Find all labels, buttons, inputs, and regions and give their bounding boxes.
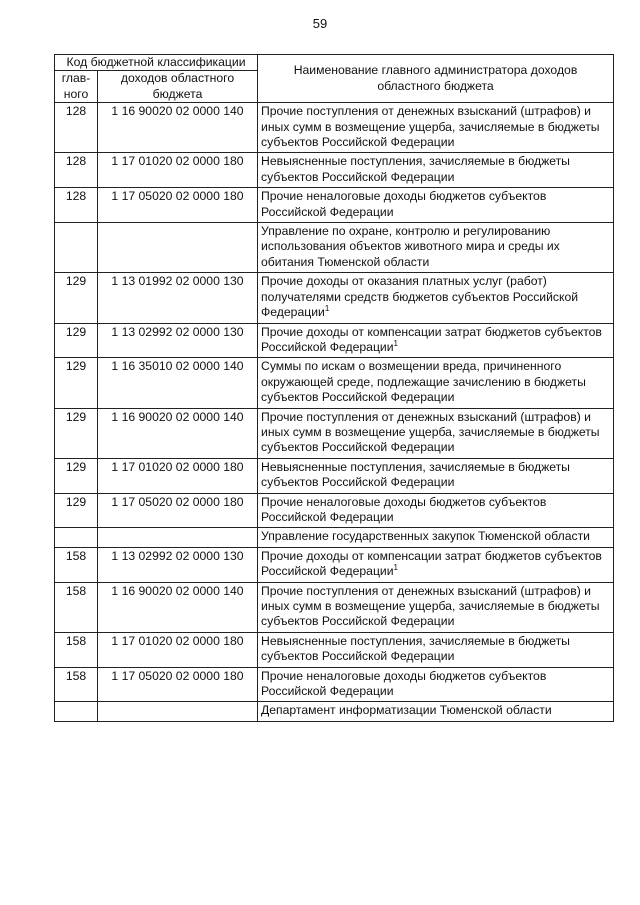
income-name-text: Управление государственных закупок Тюменской области bbox=[261, 529, 590, 544]
footnote-marker: 1 bbox=[324, 304, 330, 314]
income-name-text: Прочие неналоговые доходы бюджетов субъектов Российской Федерации bbox=[261, 494, 547, 524]
footnote-marker: 1 bbox=[393, 338, 398, 348]
admin-code-cell: 129 bbox=[55, 408, 98, 458]
table-row bbox=[55, 582, 614, 632]
income-code-cell: 1 17 01020 02 0000 180 bbox=[98, 153, 258, 188]
table-row bbox=[55, 667, 614, 702]
income-code-cell: 1 17 01020 02 0000 180 bbox=[98, 458, 258, 493]
admin-code-cell: 128 bbox=[55, 153, 98, 188]
income-code-cell: 1 17 05020 02 0000 180 bbox=[98, 667, 258, 702]
income-name-cell bbox=[258, 358, 614, 408]
income-name-cell bbox=[258, 323, 614, 358]
income-name-cell bbox=[258, 582, 614, 632]
income-name-text: Прочие поступления от денежных взысканий (штрафов) и иных сумм в возмещение ущерба, зачисляемые в бюджеты субъектов Российской Федерации bbox=[261, 104, 600, 150]
income-name-text: Департамент информатизации Тюменской области bbox=[261, 703, 552, 718]
admin-code-cell: 128 bbox=[55, 103, 98, 153]
footnote-marker: 1 bbox=[393, 563, 398, 573]
income-name-cell bbox=[258, 547, 614, 582]
income-name-text: Невыясненные поступления, зачисляемые в бюджеты субъектов Российской Федерации bbox=[261, 633, 570, 664]
admin-code-cell: 129 bbox=[55, 273, 98, 323]
income-name-cell bbox=[258, 188, 614, 223]
admin-code-cell: 158 bbox=[55, 582, 98, 632]
income-code-cell bbox=[98, 528, 258, 547]
admin-code-cell: 158 bbox=[55, 632, 98, 667]
administrator-name-cell bbox=[258, 702, 614, 721]
admin-code-cell: 158 bbox=[55, 667, 98, 702]
income-name-cell bbox=[258, 632, 614, 667]
income-code-cell: 1 16 35010 02 0000 140 bbox=[98, 358, 258, 408]
admin-code-cell: 158 bbox=[55, 547, 98, 582]
admin-code-cell: 129 bbox=[55, 358, 98, 408]
income-name-text: Прочие неналоговые доходы бюджетов субъектов Российской Федерации bbox=[261, 189, 547, 219]
income-name-cell bbox=[258, 103, 614, 153]
income-name-cell bbox=[258, 493, 614, 528]
header-group-code: Код бюджетной классификации bbox=[55, 55, 258, 71]
income-name-cell bbox=[258, 667, 614, 702]
income-name-text: Прочие доходы от компенсации затрат бюджетов субъектов Российской Федерации bbox=[261, 548, 602, 579]
income-code-cell: 1 16 90020 02 0000 140 bbox=[98, 582, 258, 632]
table-row bbox=[55, 273, 614, 323]
income-code-cell: 1 17 05020 02 0000 180 bbox=[98, 188, 258, 223]
income-code-cell: 1 17 01020 02 0000 180 bbox=[98, 632, 258, 667]
income-name-text: Прочие поступления от денежных взысканий (штрафов) и иных сумм в возмещение ущерба, зачисляемые в бюджеты субъектов Российской Федерации bbox=[261, 409, 600, 455]
income-name-text: Прочие доходы от компенсации затрат бюджетов субъектов Российской Федерации bbox=[261, 324, 602, 354]
page-number: 59 bbox=[312, 16, 328, 31]
income-code-cell: 1 17 05020 02 0000 180 bbox=[98, 493, 258, 528]
income-name-cell bbox=[258, 273, 614, 323]
income-code-cell bbox=[98, 702, 258, 721]
income-name-text: Управление по охране, контролю и регулированию использования объектов животного мира и среды их обитания Тюменской области bbox=[261, 224, 560, 269]
income-name-text: Прочие неналоговые доходы бюджетов субъектов Российской Федерации bbox=[261, 668, 547, 699]
admin-code-cell bbox=[55, 528, 98, 547]
income-name-cell bbox=[258, 153, 614, 188]
table-row bbox=[55, 547, 614, 582]
table-row bbox=[55, 632, 614, 667]
administrator-name-cell bbox=[258, 528, 614, 547]
budget-classification-table bbox=[54, 54, 614, 722]
income-code-cell: 1 13 01992 02 0000 130 bbox=[98, 273, 258, 323]
income-name-text: Невыясненные поступления, зачисляемые в бюджеты субъектов Российской Федерации bbox=[261, 154, 570, 184]
header-admin-name: Наименование главного администратора доходов областного бюджета bbox=[258, 55, 614, 103]
admin-code-cell: 129 bbox=[55, 323, 98, 358]
table-row bbox=[55, 358, 614, 408]
income-name-cell bbox=[258, 408, 614, 458]
table-body bbox=[55, 103, 614, 722]
income-name-text: Невыясненные поступления, зачисляемые в бюджеты субъектов Российской Федерации bbox=[261, 459, 570, 490]
admin-header-row bbox=[55, 702, 614, 721]
income-code-cell: 1 16 90020 02 0000 140 bbox=[98, 103, 258, 153]
admin-code-cell bbox=[55, 223, 98, 273]
income-name-cell bbox=[258, 458, 614, 493]
table-row bbox=[55, 493, 614, 528]
admin-code-cell: 129 bbox=[55, 493, 98, 528]
header-admin-code: глав-ного bbox=[55, 71, 98, 103]
income-code-cell bbox=[98, 223, 258, 273]
admin-code-cell: 128 bbox=[55, 188, 98, 223]
header-income-code: доходов областного бюджета bbox=[98, 71, 258, 103]
table-row bbox=[55, 408, 614, 458]
table-row bbox=[55, 153, 614, 188]
income-code-cell: 1 13 02992 02 0000 130 bbox=[98, 323, 258, 358]
income-name-text: Прочие поступления от денежных взысканий (штрафов) и иных сумм в возмещение ущерба, зачисляемые в бюджеты субъектов Российской Федерации bbox=[261, 583, 600, 629]
income-code-cell: 1 16 90020 02 0000 140 bbox=[98, 408, 258, 458]
table-row bbox=[55, 458, 614, 493]
income-code-cell: 1 13 02992 02 0000 130 bbox=[98, 547, 258, 582]
admin-header-row bbox=[55, 528, 614, 547]
income-name-text: Прочие доходы от оказания платных услуг (работ) получателями средств бюджетов субъектов Российской Федерации bbox=[261, 274, 579, 320]
table-row bbox=[55, 323, 614, 358]
income-name-text: Суммы по искам о возмещении вреда, причиненного окружающей среде, подлежащие зачислению в бюджеты субъектов Российской Федерации bbox=[261, 359, 586, 405]
table-row bbox=[55, 103, 614, 153]
table-row bbox=[55, 188, 614, 223]
admin-code-cell: 129 bbox=[55, 458, 98, 493]
admin-code-cell bbox=[55, 702, 98, 721]
administrator-name-cell bbox=[258, 223, 614, 273]
admin-header-row bbox=[55, 223, 614, 273]
